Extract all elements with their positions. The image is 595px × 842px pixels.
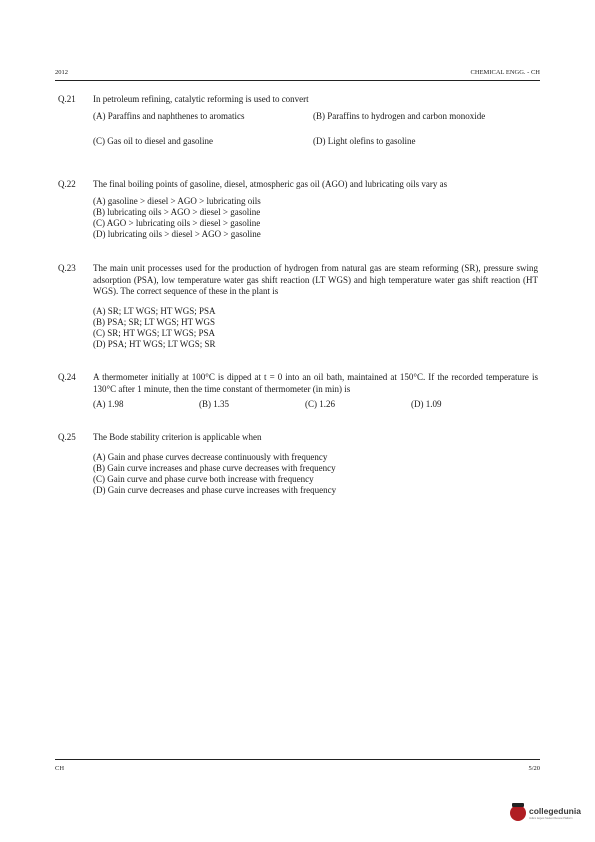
question-22 (58, 179, 538, 240)
question-25 (58, 432, 538, 496)
question-text: The Bode stability criterion is applicable when (93, 432, 262, 442)
option-c: (C) 1.26 (305, 399, 335, 409)
question-number: Q.22 (58, 179, 76, 189)
option-b: (B) Paraffins to hydrogen and carbon monoxide (313, 110, 486, 121)
question-number: Q.24 (58, 372, 76, 382)
option-c: (C) Gain curve and phase curve both increase with frequency (93, 473, 314, 484)
graduation-cap-icon (512, 803, 524, 807)
option-b: (B) PSA; SR; LT WGS; HT WGS (93, 316, 216, 327)
page-footer (55, 759, 540, 774)
option-b: (B) 1.35 (199, 399, 229, 409)
option-a: (A) 1.98 (93, 399, 124, 409)
option-d: (D) Gain curve decreases and phase curve increases with frequency (93, 484, 337, 495)
option-d: (D) 1.09 (411, 399, 442, 409)
header-year: 2012 (55, 69, 68, 76)
options (93, 452, 538, 496)
question-number: Q.21 (58, 94, 76, 104)
option-a: (A) Gain and phase curves decrease continuously with frequency (93, 451, 328, 462)
option-a: (A) gasoline > diesel > AGO > lubricating oils (93, 195, 261, 206)
mascot-icon (510, 805, 526, 821)
question-number: Q.23 (58, 263, 76, 273)
collegedunia-logo (510, 803, 590, 827)
footer-paper-code: CH (55, 765, 65, 772)
question-text: In petroleum refining, catalytic reforming is used to convert (93, 94, 309, 104)
question-text: A thermometer initially at 100°C is dipped at t = 0 into an oil bath, maintained at 150°C. If the recorded temperature is 130°C after 1 minute, then the time constant of thermometer (in min) is (93, 372, 538, 394)
page-header (55, 66, 540, 81)
question-21 (58, 94, 538, 148)
question-number: Q.25 (58, 432, 76, 442)
option-d: (D) lubricating oils > diesel > AGO > gasoline (93, 228, 261, 239)
question-24 (58, 372, 538, 411)
question-text: The main unit processes used for the production of hydrogen from natural gas are steam reforming (SR), pressure swing adsorption (PSA), low temperature water gas shift reaction (LT WGS) and high temperature water gas shift reaction (HT WGS). The correct sequence of these in the plant is (93, 263, 538, 296)
option-a: (A) Paraffins and naphthenes to aromatics (93, 110, 245, 121)
options (93, 196, 538, 240)
brand-name: collegedunia (529, 806, 581, 816)
option-c: (C) Gas oil to diesel and gasoline (93, 136, 213, 146)
option-c: (C) SR; HT WGS; LT WGS; PSA (93, 327, 216, 338)
options (93, 111, 538, 148)
option-a: (A) SR; LT WGS; HT WGS; PSA (93, 305, 216, 316)
option-b: (B) lubricating oils > AGO > diesel > gasoline (93, 206, 261, 217)
option-c: (C) AGO > lubricating oils > diesel > gasoline (93, 217, 261, 228)
options (93, 306, 538, 350)
option-d: (D) Light olefins to gasoline (313, 136, 416, 146)
header-paper-title: CHEMICAL ENGG. - CH (470, 69, 540, 76)
question-text: The final boiling points of gasoline, diesel, atmospheric gas oil (AGO) and lubricating oils vary as (93, 179, 448, 189)
options (93, 399, 538, 411)
option-d: (D) PSA; HT WGS; LT WGS; SR (93, 338, 216, 349)
option-b: (B) Gain curve increases and phase curve decreases with frequency (93, 462, 336, 473)
brand-tagline: India's largest Student Review Platform (529, 817, 573, 820)
question-23 (58, 263, 538, 350)
page-number: 5/20 (528, 765, 540, 772)
